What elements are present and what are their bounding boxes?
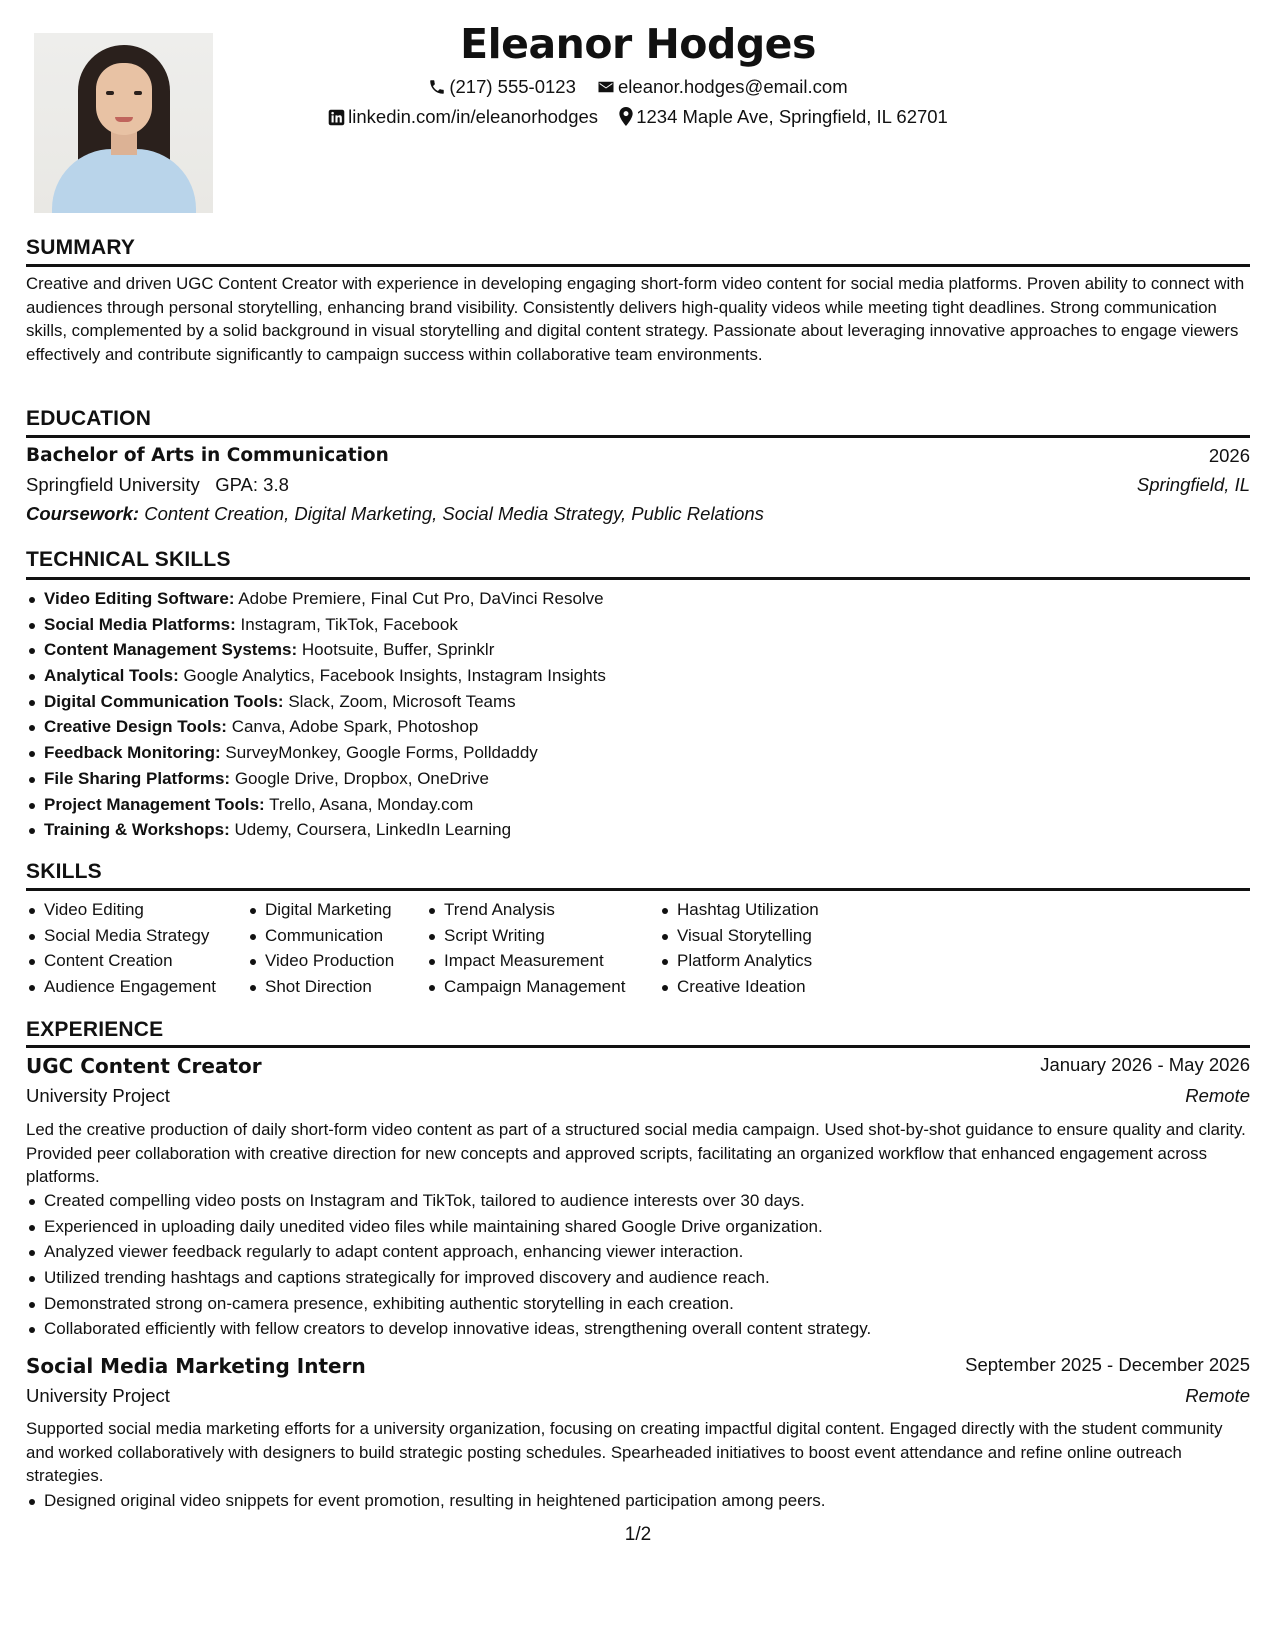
job-bullet: Analyzed viewer feedback regularly to adapt content approach, enhancing viewer interaction. [26,1239,871,1265]
technical-skill-value: Canva, Adobe Spark, Photoshop [231,717,479,737]
skill-item: Impact Measurement [426,948,625,974]
technical-skill-value: Hootsuite, Buffer, Sprinklr [301,640,495,660]
job-title: UGC Content Creator [26,1054,262,1078]
technical-skill-value: Google Drive, Dropbox, OneDrive [234,768,489,788]
technical-skill-value: Google Analytics, Facebook Insights, Instagram Insights [183,666,606,686]
job-bullet: Experienced in uploading daily unedited video files while maintaining shared Google Drive organization. [26,1214,871,1240]
linkedin-icon [328,106,348,127]
technical-skill-item [26,612,606,638]
coursework-list: Content Creation, Digital Marketing, Social Media Strategy, Public Relations [144,503,764,524]
skill-item: Content Creation [26,948,216,974]
phone-number: (217) 555-0123 [449,76,576,97]
contact-row-2 [26,106,1250,128]
job-bullet: Created compelling video posts on Instagram and TikTok, tailored to audience interests over 30 days. [26,1188,871,1214]
summary-divider [26,264,1250,267]
job-dates: January 2026 - May 2026 [1040,1054,1250,1075]
job-description: Supported social media marketing efforts for a university organization, focusing on creating impactful digital content. Engaged directly with the student community and worked collaboratively with designers to build strategic posting schedules. Spearheaded initiatives to boost event attendance and refine online outreach strategies. [26,1419,1223,1485]
technical-skill-value: SurveyMonkey, Google Forms, Polldaddy [225,743,538,763]
technical-skill-value: Trello, Asana, Monday.com [269,794,474,814]
contact-row-1 [26,76,1250,98]
skill-item: Visual Storytelling [659,923,819,949]
degree-name: Bachelor of Arts in Communication [26,445,389,466]
technical-skill-label: Content Management Systems: [44,640,298,660]
envelope-icon [597,76,618,97]
job-bullet: Designed original video snippets for event promotion, resulting in heightened participation among peers. [26,1488,826,1514]
graduation-year: 2026 [1208,445,1250,466]
phone-icon [428,76,449,97]
technical-skill-value: Slack, Zoom, Microsoft Teams [288,691,516,711]
technical-skill-item [26,817,606,843]
job-description: Led the creative production of daily short-form video content as part of a structured social media campaign. Used shot-by-shot guidance to ensure quality and clarity. Provided peer collaboration with creative direction for new concepts and approved scripts, facilitating an organized workflow that enhanced engagement across platforms. [26,1120,1246,1186]
phone-item [428,76,576,98]
skill-item: Hashtag Utilization [659,897,819,923]
job-location: Remote [1185,1085,1250,1106]
skill-item: Video Editing [26,897,216,923]
technical-skill-label: Feedback Monitoring: [44,743,221,763]
technical-skill-item [26,663,606,689]
linkedin-item[interactable] [328,106,598,128]
experience-title: EXPERIENCE [26,1018,164,1041]
technical-skill-label: Training & Workshops: [44,820,230,840]
skill-item: Platform Analytics [659,948,819,974]
technical-skill-item [26,714,606,740]
skills-column [426,897,625,1000]
resume-page [26,0,1250,1650]
skill-item: Social Media Strategy [26,923,216,949]
job-organization: University Project [26,1385,170,1406]
school-location: Springfield, IL [1136,474,1250,495]
job-organization: University Project [26,1085,170,1106]
skill-item: Shot Direction [247,974,394,1000]
linkedin-url[interactable]: linkedin.com/in/eleanorhodges [348,106,599,127]
job-bullet: Collaborated efficiently with fellow creators to develop innovative ideas, strengthening overall content strategy. [26,1316,871,1342]
technical-skill-item [26,766,606,792]
page-number: 1/2 [624,1524,652,1545]
school-name: Springfield University [26,474,200,495]
skill-item: Creative Ideation [659,974,819,1000]
map-pin-icon [619,106,636,127]
summary-title: SUMMARY [26,236,136,259]
technical-skill-label: Creative Design Tools: [44,717,227,737]
technical-skill-label: Project Management Tools: [44,794,265,814]
skills-divider [26,888,1250,891]
technical-skill-item [26,740,606,766]
experience-divider [26,1045,1250,1048]
technical-skill-item [26,689,606,715]
technical-skill-item [26,637,606,663]
technical-skill-label: Analytical Tools: [44,666,179,686]
summary-text: Creative and driven UGC Content Creator with experience in developing engaging short-form video content for social media platforms. Proven ability to connect with audiences through personal storytelling, enhancing brand visibility. Consistently delivers high-quality videos while meeting tight deadlines. Strong communication skills, complemented by a solid background in visual storytelling and digital content strategy. Passionate about leveraging innovative approaches to engage viewers effectively and contribute significantly to campaign success within collaborative team environments. [26,274,1245,364]
job-bullet: Utilized trending hashtags and captions strategically for improved discovery and audience reach. [26,1265,871,1291]
email-address[interactable]: eleanor.hodges@email.com [618,76,848,97]
gpa: GPA: 3.8 [215,474,289,495]
skills-column [659,897,819,1000]
job-location: Remote [1185,1385,1250,1406]
job-dates: September 2025 - December 2025 [965,1354,1250,1375]
candidate-name: Eleanor Hodges [460,20,816,68]
technical-skills-title: TECHNICAL SKILLS [26,548,231,571]
job-title: Social Media Marketing Intern [26,1354,366,1378]
skill-item: Campaign Management [426,974,625,1000]
technical-skill-label: File Sharing Platforms: [44,768,231,788]
technical-skill-label: Social Media Platforms: [44,614,236,634]
technical-skill-label: Digital Communication Tools: [44,691,284,711]
skill-item: Script Writing [426,923,625,949]
technical-skill-label: Video Editing Software: [44,589,235,608]
address-text: 1234 Maple Ave, Springfield, IL 62701 [636,106,948,127]
address-item [619,106,948,128]
technical-skill-value: Instagram, TikTok, Facebook [240,614,458,634]
education-title: EDUCATION [26,407,152,430]
school-line [26,474,289,496]
skill-item: Trend Analysis [426,897,625,923]
skills-grid [26,897,1250,1007]
email-item[interactable] [597,76,848,98]
skill-item: Communication [247,923,394,949]
technical-skill-value: Udemy, Coursera, LinkedIn Learning [234,820,512,840]
technical-skill-item [26,586,606,612]
skills-title: SKILLS [26,860,102,883]
skill-item: Video Production [247,948,394,974]
technical-skill-item [26,792,606,818]
skill-item: Digital Marketing [247,897,394,923]
coursework-label: Coursework: [26,503,140,524]
education-divider [26,435,1250,438]
skills-column [247,897,394,1000]
job-bullet: Demonstrated strong on-camera presence, exhibiting authentic storytelling in each creation. [26,1291,871,1317]
skill-item: Audience Engagement [26,974,216,1000]
technical-skill-value: Adobe Premiere, Final Cut Pro, DaVinci Resolve [238,589,604,608]
technical-skills-list [26,586,606,843]
job-bullets [26,1188,871,1342]
technical-skills-divider [26,577,1250,580]
coursework-line [26,503,764,525]
job-bullets [26,1488,826,1514]
skills-column [26,897,216,1000]
